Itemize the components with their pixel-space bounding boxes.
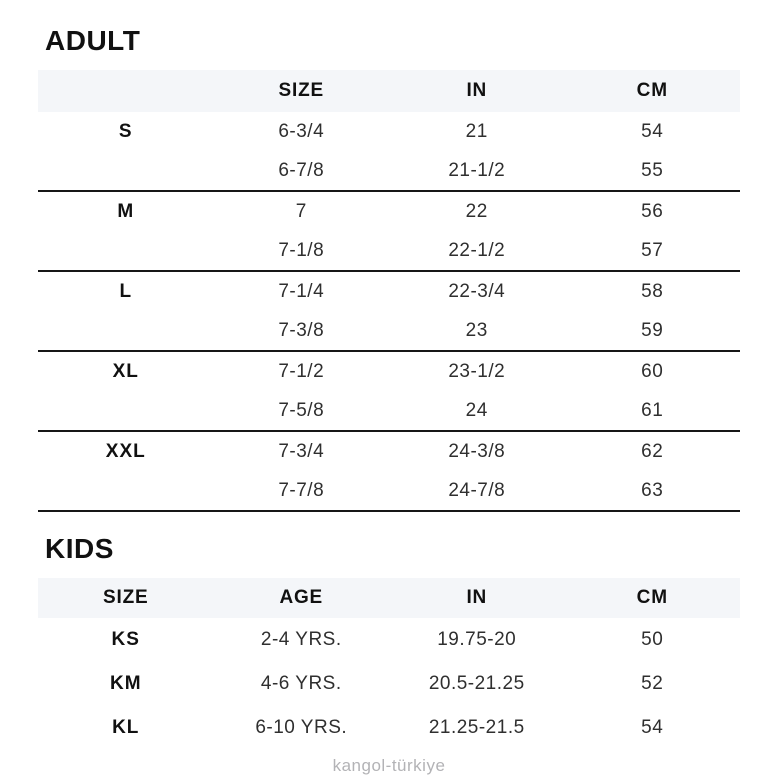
column-header: SIZE (103, 587, 149, 608)
table-cell: 61 (641, 400, 664, 421)
table-cell: 56 (641, 201, 664, 222)
row-label-cell: KL (112, 717, 140, 738)
adult-size-table (38, 70, 740, 512)
table-cell: 59 (641, 320, 664, 341)
table-row (38, 312, 740, 352)
table-cell: 62 (641, 441, 664, 462)
table-cell: 54 (641, 121, 664, 142)
column-header: CM (636, 80, 668, 101)
column-header: AGE (279, 587, 324, 608)
table-cell: 6-10 YRS. (255, 717, 348, 738)
table-cell: 7 (295, 201, 307, 222)
table-row (38, 392, 740, 432)
table-row (38, 618, 740, 662)
table-cell: 54 (641, 717, 664, 738)
table-cell: 19.75-20 (437, 629, 517, 650)
table-row (38, 706, 740, 750)
row-label-cell: KS (111, 629, 140, 650)
adult-table-body (38, 112, 740, 512)
table-cell: 55 (641, 160, 664, 181)
kids-section-heading: KIDS (45, 533, 114, 564)
table-row (38, 232, 740, 272)
table-cell: 7-1/4 (278, 281, 325, 302)
table-cell: 21.25-21.5 (428, 717, 525, 738)
table-cell: 57 (641, 240, 664, 261)
row-label-cell: L (119, 281, 133, 302)
table-row (38, 192, 740, 232)
table-cell: 23 (465, 320, 488, 341)
table-cell: 50 (641, 629, 664, 650)
row-label-cell: S (118, 121, 133, 142)
kids-size-table (38, 578, 740, 750)
table-cell: 7-7/8 (278, 480, 325, 501)
table-cell: 52 (641, 673, 664, 694)
table-cell: 22 (465, 201, 488, 222)
table-cell: 20.5-21.25 (428, 673, 525, 694)
table-row (38, 472, 740, 512)
adult-table-header (38, 70, 740, 112)
adult-section-heading: ADULT (45, 25, 141, 56)
table-cell: 21-1/2 (448, 160, 506, 181)
table-cell: 21 (465, 121, 488, 142)
table-row (38, 662, 740, 706)
table-cell: 4-6 YRS. (260, 673, 342, 694)
column-header: IN (466, 587, 488, 608)
table-cell: 24-7/8 (448, 480, 506, 501)
column-header: CM (636, 587, 668, 608)
row-label-cell: XXL (105, 441, 146, 462)
table-cell: 24-3/8 (448, 441, 506, 462)
table-cell: 6-7/8 (278, 160, 325, 181)
table-row (38, 152, 740, 192)
table-cell: 7-5/8 (278, 400, 325, 421)
table-row (38, 352, 740, 392)
column-header: SIZE (278, 80, 324, 101)
table-cell: 23-1/2 (448, 361, 506, 382)
table-row (38, 112, 740, 152)
row-label-cell: XL (112, 361, 139, 382)
table-cell: 22-1/2 (448, 240, 506, 261)
table-cell: 7-3/8 (278, 320, 325, 341)
kids-table-header (38, 578, 740, 618)
table-cell: 63 (641, 480, 664, 501)
table-cell: 7-1/2 (278, 361, 325, 382)
table-cell: 22-3/4 (448, 281, 506, 302)
table-cell: 60 (641, 361, 664, 382)
table-cell: 7-1/8 (278, 240, 325, 261)
table-row (38, 272, 740, 312)
table-cell: 7-3/4 (278, 441, 325, 462)
column-header: IN (466, 80, 488, 101)
watermark-text: kangol-türkiye (332, 756, 446, 775)
row-label-cell: KM (109, 673, 142, 694)
table-cell: 58 (641, 281, 664, 302)
table-row (38, 432, 740, 472)
table-cell: 24 (465, 400, 488, 421)
table-cell: 6-3/4 (278, 121, 325, 142)
row-label-cell: M (117, 201, 135, 222)
table-cell: 2-4 YRS. (260, 629, 342, 650)
kids-table-body (38, 618, 740, 750)
